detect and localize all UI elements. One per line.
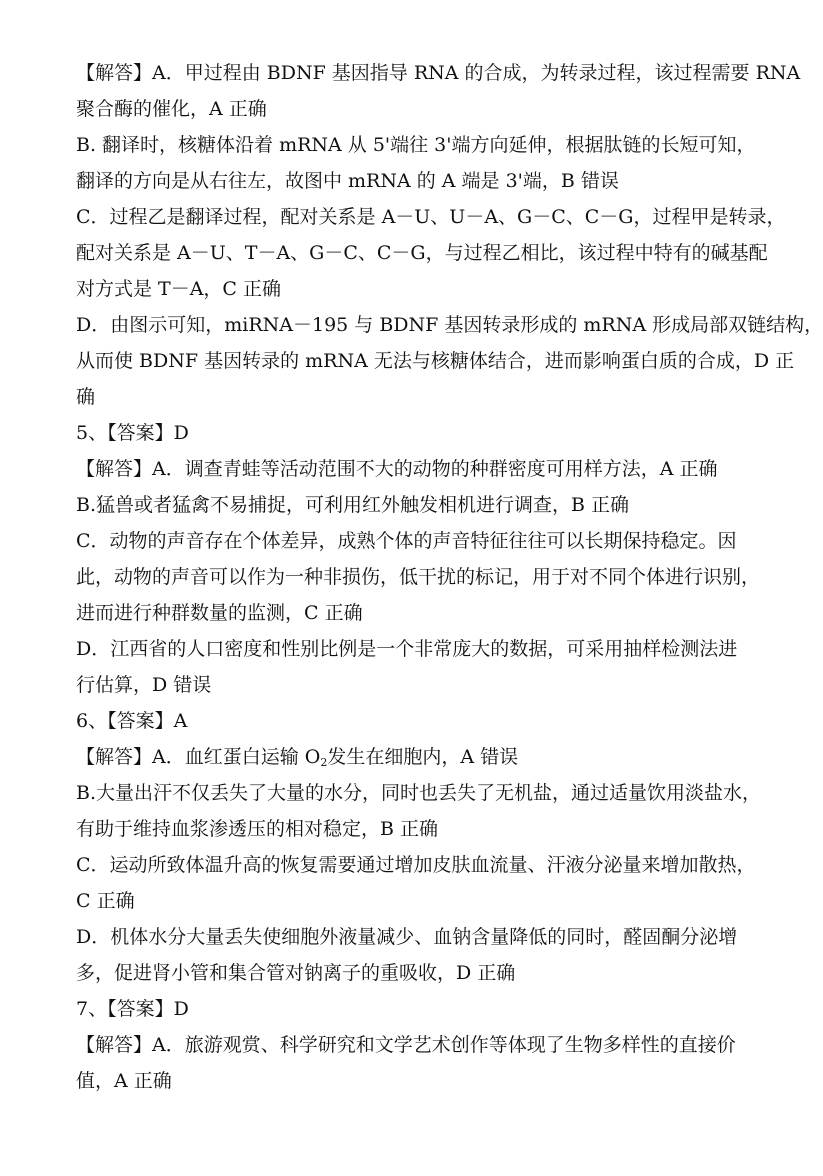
text-segment: 【解答】A．血红蛋白运输 O	[76, 746, 321, 768]
subscript: 2	[320, 756, 328, 769]
text-line: 确	[76, 386, 96, 408]
text-line: 从而使 BDNF 基因转录的 mRNA 无法与核糖体结合，进而影响蛋白质的合成，D 正	[76, 350, 795, 372]
text-line: D．江西省的人口密度和性别比例是一个非常庞大的数据，可采用抽样检测法进	[76, 638, 738, 660]
text-line: C 正确	[76, 890, 135, 912]
text-line: 多，促进肾小管和集合管对钠离子的重吸收，D 正确	[76, 962, 516, 984]
answer-heading: 5、【答案】D	[76, 422, 189, 444]
text-line-with-subscript	[76, 739, 726, 775]
text-line: 值，A 正确	[76, 1070, 172, 1092]
answer-heading: 6、【答案】A	[76, 710, 188, 732]
text-line: C．运动所致体温升高的恢复需要通过增加皮肤血流量、汗液分泌量来增加散热，	[76, 854, 756, 876]
text-line: D．机体水分大量丢失使细胞外液量减少、血钠含量降低的同时，醛固酮分泌增	[76, 926, 738, 948]
text-line: 聚合酶的催化，A 正确	[76, 98, 267, 120]
text-line: 有助于维持血浆渗透压的相对稳定，B 正确	[76, 818, 439, 840]
text-line: C．动物的声音存在个体差异，成熟个体的声音特征往往可以长期保持稳定。因	[76, 530, 737, 552]
text-line: B. 翻译时，核糖体沿着 mRNA 从 5'端往 3'端方向延伸，根据肽链的长短可知，	[76, 134, 756, 156]
text-line: C．过程乙是翻译过程，配对关系是 A－U、U－A、G－C、C－G，过程甲是转录，	[76, 206, 786, 228]
text-line: 此，动物的声音可以作为一种非损伤，低干扰的标记，用于对不同个体进行识别，	[76, 566, 761, 588]
text-line: B.大量出汗不仅丢失了大量的水分，同时也丢失了无机盐，通过适量饮用淡盐水，	[76, 782, 762, 804]
text-segment: 发生在细胞内，A 错误	[327, 746, 519, 768]
text-line: 【解答】A．调查青蛙等活动范围不大的动物的种群密度可用样方法，A 正确	[76, 458, 718, 480]
text-line: 【解答】A．旅游观赏、科学研究和文学艺术创作等体现了生物多样性的直接价	[76, 1034, 736, 1056]
text-line: 【解答】A．甲过程由 BDNF 基因指导 RNA 的合成，为转录过程，该过程需要 RNA	[76, 62, 801, 84]
answer-document	[76, 55, 823, 1099]
text-line: D．由图示可知，miRNA－195 与 BDNF 基因转录形成的 mRNA 形成局部双链结构，	[76, 314, 823, 336]
answer-heading: 7、【答案】D	[76, 998, 189, 1020]
text-line: 配对关系是 A－U、T－A、G－C、C－G，与过程乙相比，该过程中特有的碱基配	[76, 242, 768, 264]
text-line: 行估算，D 错误	[76, 674, 212, 696]
text-line: B.猛兽或者猛禽不易捕捉，可利用红外触发相机进行调查，B 正确	[76, 494, 630, 516]
text-line: 翻译的方向是从右往左，故图中 mRNA 的 A 端是 3'端，B 错误	[76, 170, 619, 192]
text-line: 对方式是 T－A，C 正确	[76, 278, 282, 300]
text-line: 进而进行种群数量的监测，C 正确	[76, 602, 363, 624]
